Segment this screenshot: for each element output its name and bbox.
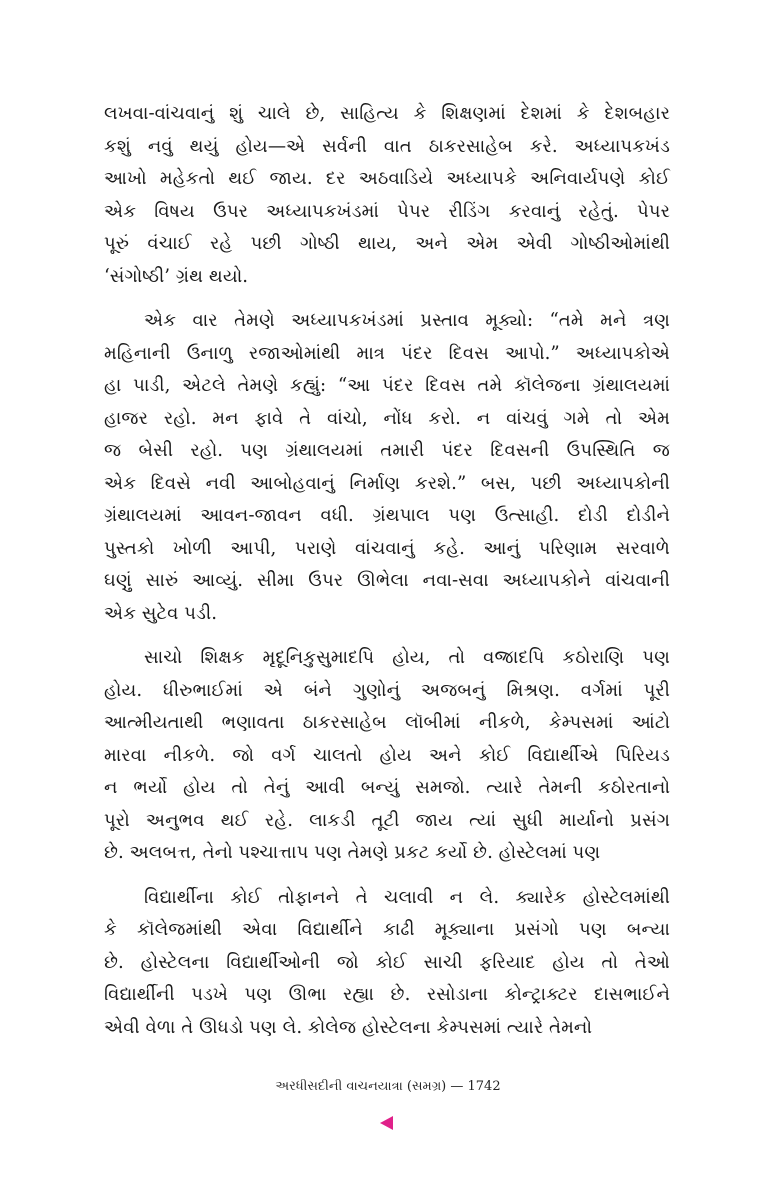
text-line: એક દિવસે નવી આબોહવાનું નિર્માણ કરશે.” બસ, પછી અધ્યાપકોની — [104, 472, 670, 494]
text-line: પૂરો અનુભવ થઈ રહે. લાકડી તૂટી જાય ત્યાં સુધી માર્યાનો પ્રસંગ — [104, 809, 670, 831]
text-line: હોય. ધીરુભાઈમાં એ બંને ગુણોનું અજબનું મિશ્રણ. વર્ગમાં પૂરી — [104, 679, 670, 701]
body-text — [104, 98, 670, 1056]
text-line: છે. હોસ્ટેલના વિદ્યાર્થીઓની જો કોઈ સાચી ફરિયાદ હોય તો તેઓ — [104, 951, 670, 973]
text-line: વિદ્યાર્થીની પડખે પણ ઊભા રહ્યા છે. રસોડાના કોન્ટ્રાક્ટર દાસભાઈને — [104, 984, 670, 1005]
text-line: એક સુટેવ પડી. — [104, 602, 218, 624]
paragraph — [104, 642, 670, 870]
text-line: મહિનાની ઉનાળુ રજાઓમાંથી માત્ર પંદર દિવસ આપો.” અધ્યાપકોએ — [104, 342, 670, 364]
text-line: ગ્રંથાલયમાં આવન-જાવન વધી. ગ્રંથપાલ પણ ઉત્સાહી. દોડી દોડીને — [104, 505, 670, 526]
text-line: વિદ્યાર્થીના કોઈ તોફાનને તે ચલાવી ન લે. ક્યારેક હોસ્ટેલમાંથી — [144, 886, 670, 908]
text-line: હાજર રહો. મન ફાવે તે વાંચો, નોંધ કરો. ન વાંચવું ગમે તો એમ — [104, 407, 670, 429]
paragraph — [104, 305, 670, 630]
text-line: ન ભર્યો હોય તો તેનું આવી બન્યું સમજો. ત્યારે તેમની કઠોરતાનો — [104, 777, 670, 798]
text-line: એક વિષય ઉપર અધ્યાપકખંડમાં પેપર રીડિંગ કરવાનું રહેતું. પેપર — [104, 200, 670, 222]
footer-text: અરધીસદીની વાચનયાત્રા (સમગ્ર) — 1742 — [275, 1079, 501, 1094]
text-line: એવી વેળા તે ઊધડો પણ લે. કોલેજ હોસ્ટેલના કેમ્પસમાં ત્યારે તેમનો — [104, 1016, 593, 1038]
text-line: પૂરું વંચાઈ રહે પછી ગોષ્ઠી થાય, અને એમ એવી ગોષ્ઠીઓમાંથી — [104, 233, 670, 254]
text-line: પુસ્તકો ખોળી આપી, પરાણે વાંચવાનું કહે. આનું પરિણામ સરવાળે — [104, 537, 670, 559]
text-line: છે. અલબત્ત, તેનો પશ્ચાત્તાપ પણ તેમણે પ્રકટ કર્યો છે. હોસ્ટેલમાં પણ — [104, 842, 601, 863]
text-line: મારવા નીકળે. જો વર્ગ ચાલતો હોય અને કોઈ વિદ્યાર્થીએ પિરિયડ — [104, 744, 670, 766]
text-line: ‘સંગોષ્ઠી’ ગ્રંથ થયો. — [104, 265, 249, 287]
paragraph — [104, 98, 670, 293]
text-line: આત્મીયતાથી ભણાવતા ઠાકરસાહેબ લૉબીમાં નીકળે, કેમ્પસમાં આંટો — [104, 712, 670, 733]
previous-page-arrow-icon[interactable] — [380, 1116, 393, 1130]
text-line: કે કૉલેજમાંથી એવા વિદ્યાર્થીને કાઢી મૂક્યાના પ્રસંગો પણ બન્યા — [104, 919, 670, 940]
paragraph — [104, 882, 670, 1045]
text-line: એક વાર તેમણે અધ્યાપકખંડમાં પ્રસ્તાવ મૂક્યો: “તમે મને ત્રણ — [144, 310, 670, 331]
page-footer — [0, 1079, 776, 1094]
text-line: જ બેસી રહો. પણ ગ્રંથાલયમાં તમારી પંદર દિવસની ઉપસ્થિતિ જ — [104, 440, 670, 461]
text-line: કશું નવું થયું હોય—એ સર્વની વાત ઠાકરસાહેબ કરે. અધ્યાપકખંડ — [104, 135, 670, 157]
text-line: સાચો શિક્ષક મૃદૂનિકુસુમાદપિ હોય, તો વજ્રાદપિ કઠોરાણિ પણ — [144, 647, 670, 668]
text-line: આખો મહેકતો થઈ જાય. દર અઠવાડિયે અધ્યાપકે અનિવાર્યપણે કોઈ — [104, 168, 670, 189]
text-line: ઘણું સારું આવ્યું. સીમા ઉપર ઊભેલા નવા-સવા અધ્યાપકોને વાંચવાની — [104, 570, 670, 591]
text-line: લખવા-વાંચવાનું શું ચાલે છે, સાહિત્ય કે શિક્ષણમાં દેશમાં કે દેશબહાર — [104, 103, 670, 124]
text-line: હા પાડી, એટલે તેમણે કહ્યું: “આ પંદર દિવસ તમે કૉલેજના ગ્રંથાલયમાં — [104, 375, 670, 396]
